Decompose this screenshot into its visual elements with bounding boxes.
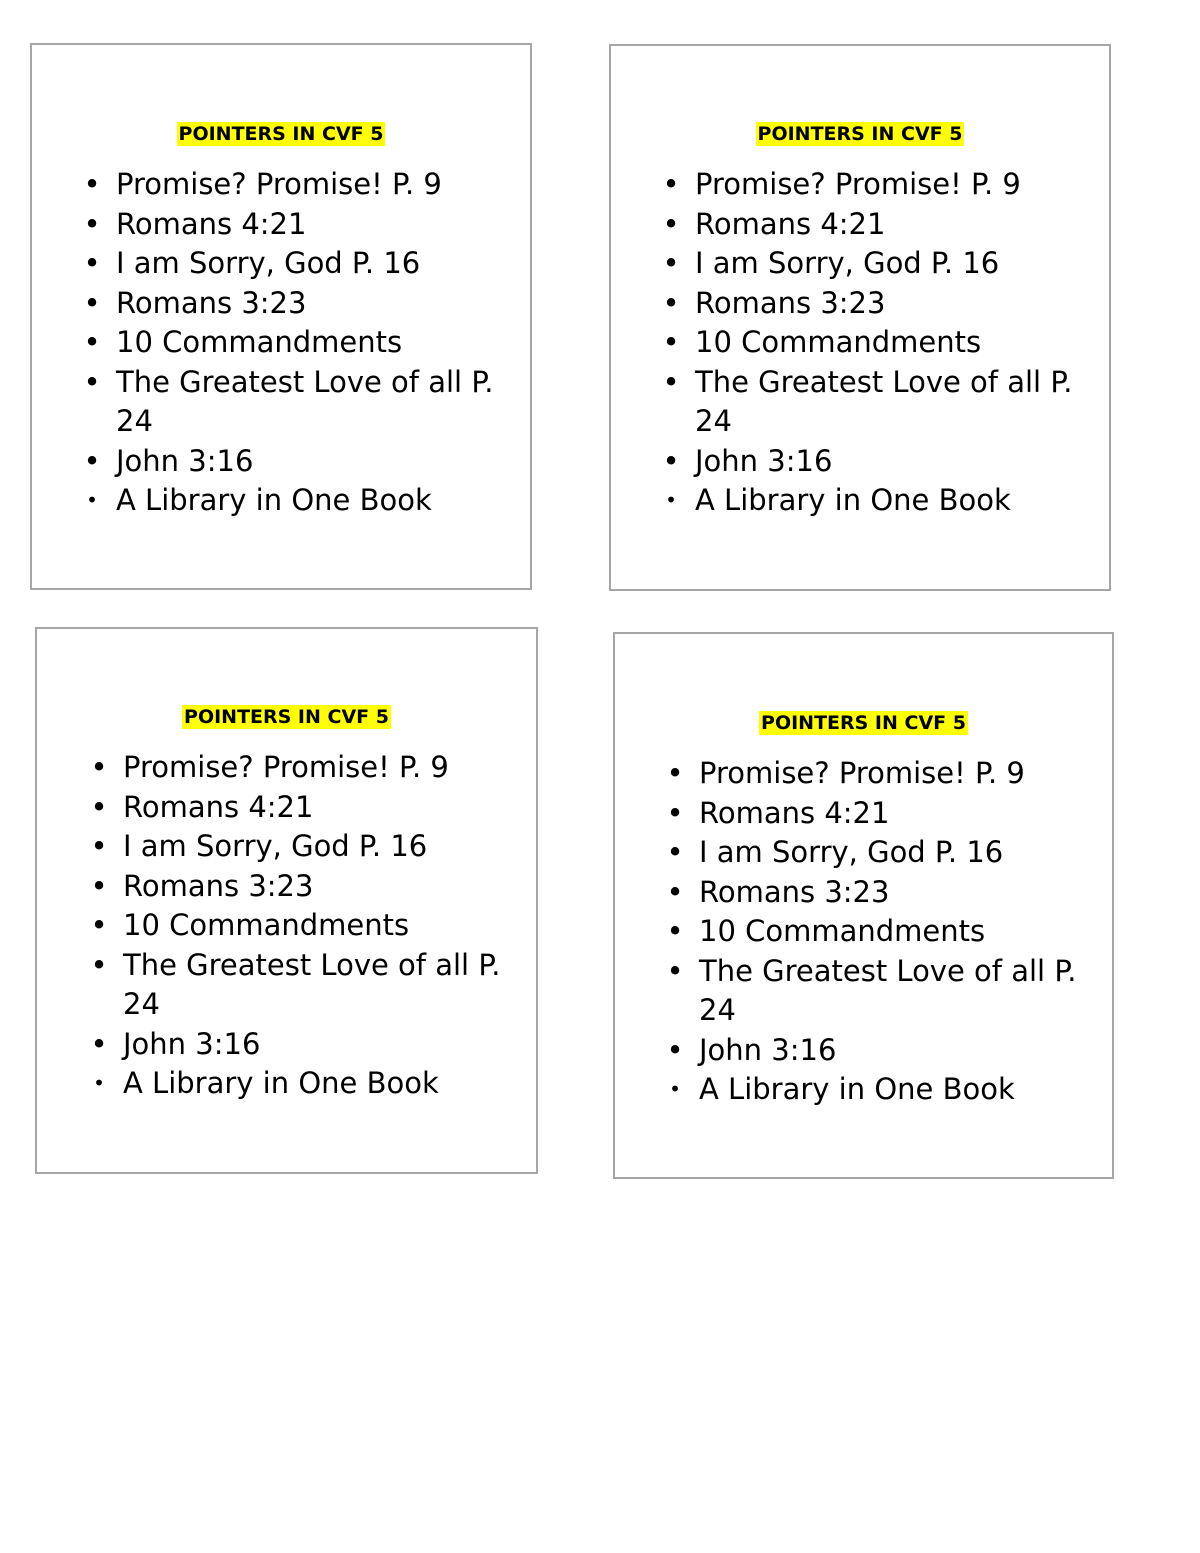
card-title	[611, 121, 1109, 147]
list-item-text: The Greatest Love of all P. 24	[116, 364, 494, 438]
list-item-text: Promise? Promise! P. 9	[123, 750, 449, 784]
pointer-list	[32, 165, 532, 521]
list-item-text: Romans 3:23	[699, 874, 890, 909]
list-item-text: 10 Commandments	[116, 325, 403, 359]
list-item-text: Romans 3:23	[123, 868, 314, 903]
list-item-text: 10 Commandments	[699, 914, 986, 948]
card-title	[32, 121, 530, 147]
list-item-text: John 3:16	[116, 443, 254, 478]
list-item	[32, 205, 532, 245]
card-title-highlight: POINTERS IN CVF 5	[178, 123, 384, 145]
list-item-text: Promise? Promise! P. 9	[116, 167, 442, 201]
list-item	[32, 442, 532, 482]
list-item-text: I am Sorry, God P. 16	[699, 835, 1004, 869]
bullet-icon: •	[90, 750, 108, 784]
list-item	[39, 827, 539, 867]
list-item-text: A Library in One Book	[699, 1072, 1015, 1106]
bullet-icon: •	[83, 364, 101, 399]
list-item	[32, 284, 532, 324]
pointer-card-1	[30, 43, 532, 590]
list-item	[39, 867, 539, 907]
list-item	[615, 1070, 1115, 1110]
list-item	[611, 323, 1111, 363]
list-item	[39, 906, 539, 946]
list-item	[611, 284, 1111, 324]
bullet-icon: •	[83, 167, 101, 201]
pointer-card-2	[609, 44, 1111, 591]
bullet-icon: •	[90, 868, 108, 903]
bullet-icon: •	[90, 829, 108, 863]
list-item-text: Romans 4:21	[695, 206, 886, 241]
list-item-text: I am Sorry, God P. 16	[116, 246, 421, 280]
list-item-text: A Library in One Book	[695, 483, 1011, 517]
bullet-icon: •	[669, 1077, 681, 1101]
list-item-text: Romans 3:23	[695, 285, 886, 320]
list-item-text: The Greatest Love of all P. 24	[695, 364, 1073, 438]
bullet-icon: •	[83, 325, 101, 359]
bullet-icon: •	[86, 488, 98, 512]
bullet-icon: •	[662, 285, 680, 320]
list-item	[615, 1031, 1115, 1071]
pointer-list	[611, 165, 1111, 521]
list-item-text: Romans 4:21	[123, 789, 314, 824]
list-item	[615, 952, 1115, 1031]
card-title	[615, 710, 1112, 736]
list-item	[611, 165, 1111, 205]
list-item-text: Romans 4:21	[699, 795, 890, 830]
card-title	[37, 704, 536, 730]
list-item-text: John 3:16	[695, 443, 833, 478]
bullet-icon: •	[83, 443, 101, 478]
bullet-icon: •	[90, 789, 108, 824]
list-item-text: John 3:16	[123, 1026, 261, 1061]
pointer-list	[615, 754, 1115, 1110]
pointer-card-4	[613, 632, 1114, 1179]
pointer-list	[39, 748, 539, 1104]
list-item-text: Promise? Promise! P. 9	[695, 167, 1021, 201]
list-item	[32, 165, 532, 205]
bullet-icon: •	[662, 167, 680, 201]
bullet-icon: •	[666, 835, 684, 869]
bullet-icon: •	[90, 908, 108, 942]
list-item	[39, 1025, 539, 1065]
bullet-icon: •	[83, 285, 101, 320]
list-item-text: The Greatest Love of all P. 24	[699, 953, 1077, 1027]
list-item	[615, 873, 1115, 913]
bullet-icon: •	[83, 246, 101, 280]
bullet-icon: •	[666, 953, 684, 988]
list-item	[32, 481, 532, 521]
list-item	[39, 946, 539, 1025]
bullet-icon: •	[90, 1026, 108, 1061]
list-item-text: John 3:16	[699, 1032, 837, 1067]
card-title-highlight: POINTERS IN CVF 5	[761, 712, 966, 734]
list-item-text: I am Sorry, God P. 16	[123, 829, 428, 863]
list-item-text: Romans 3:23	[116, 285, 307, 320]
list-item	[611, 481, 1111, 521]
list-item	[615, 912, 1115, 952]
list-item	[615, 754, 1115, 794]
bullet-icon: •	[662, 325, 680, 359]
list-item	[39, 748, 539, 788]
bullet-icon: •	[662, 443, 680, 478]
list-item-text: Promise? Promise! P. 9	[699, 756, 1025, 790]
card-title-highlight: POINTERS IN CVF 5	[757, 123, 963, 145]
bullet-icon: •	[93, 1071, 105, 1095]
list-item	[39, 788, 539, 828]
list-item	[615, 833, 1115, 873]
list-item	[32, 323, 532, 363]
list-item	[615, 794, 1115, 834]
list-item	[611, 363, 1111, 442]
list-item-text: A Library in One Book	[116, 483, 432, 517]
bullet-icon: •	[83, 206, 101, 241]
bullet-icon: •	[666, 914, 684, 948]
pointer-card-3	[35, 627, 538, 1174]
list-item-text: A Library in One Book	[123, 1066, 439, 1100]
list-item	[611, 244, 1111, 284]
list-item-text: I am Sorry, God P. 16	[695, 246, 1000, 280]
bullet-icon: •	[665, 488, 677, 512]
list-item-text: Romans 4:21	[116, 206, 307, 241]
bullet-icon: •	[662, 364, 680, 399]
list-item-text: The Greatest Love of all P. 24	[123, 947, 501, 1021]
bullet-icon: •	[662, 246, 680, 280]
list-item-text: 10 Commandments	[695, 325, 982, 359]
list-item	[39, 1064, 539, 1104]
list-item	[611, 205, 1111, 245]
bullet-icon: •	[666, 1032, 684, 1067]
list-item	[32, 363, 532, 442]
list-item	[611, 442, 1111, 482]
list-item-text: 10 Commandments	[123, 908, 410, 942]
list-item	[32, 244, 532, 284]
bullet-icon: •	[666, 795, 684, 830]
bullet-icon: •	[666, 756, 684, 790]
bullet-icon: •	[90, 947, 108, 982]
card-title-highlight: POINTERS IN CVF 5	[184, 706, 389, 728]
bullet-icon: •	[662, 206, 680, 241]
bullet-icon: •	[666, 874, 684, 909]
